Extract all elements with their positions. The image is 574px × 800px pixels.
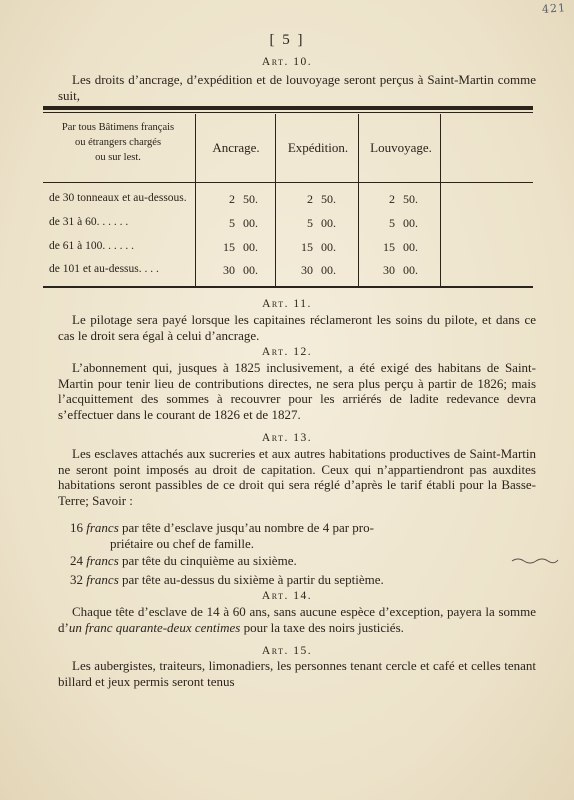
tariff-text: par tête du cinquième au sixième.	[122, 553, 297, 568]
art10-text: Les droits d’ancrage, d’expédition et de louvoyage seront perçus à Saint-Martin comme suit,	[58, 72, 536, 103]
art14-heading: Art. 14.	[261, 590, 313, 602]
tariff-amount: 16	[70, 520, 83, 535]
art14-text-emphasis: un franc quarante-deux centimes	[68, 619, 241, 635]
cell-francs: 15	[383, 240, 395, 254]
art14-text	[58, 604, 536, 635]
tariff-text: par tête d’esclave jusqu’au nombre de 4 par pro-	[122, 520, 374, 535]
table-stub-header	[43, 120, 193, 165]
tariff-unit: francs	[86, 572, 119, 587]
column-header-expedition: Expédition.	[287, 140, 349, 155]
art13-heading: Art. 13.	[261, 432, 313, 444]
margin-smudge	[510, 555, 560, 567]
cell-francs: 30	[301, 263, 313, 277]
row-label: de 101 et au-dessus. . . .	[49, 263, 159, 275]
cell-centimes: 50.	[403, 192, 418, 206]
art14-text-part: pour la taxe des noirs justiciés.	[240, 619, 404, 635]
tariff-text: par tête au-dessus du sixième à partir du septième.	[122, 572, 384, 587]
art15-text: Les aubergistes, traiteurs, limonadiers, les personnes tenant cercle et café et celles tenant billard et jeux permis seront tenus	[58, 658, 536, 689]
cell-centimes: 00.	[321, 263, 336, 277]
cell-centimes: 00.	[321, 216, 336, 230]
table-top-rule	[43, 106, 533, 110]
tariff-unit: francs	[86, 520, 119, 535]
cell-centimes: 00.	[243, 263, 258, 277]
stub-header-line: ou étrangers chargés	[74, 137, 162, 148]
page-number: [ 5 ]	[269, 32, 305, 48]
cell-centimes: 00.	[243, 216, 258, 230]
art12-heading: Art. 12.	[261, 346, 313, 358]
table-bottom-rule	[43, 286, 533, 288]
stub-header-line: Par tous Bâtimens français	[61, 122, 175, 133]
cell-francs: 30	[223, 263, 235, 277]
table-row	[43, 263, 533, 285]
row-label: de 31 à 60. . . . . .	[49, 216, 129, 228]
cell-centimes: 00.	[403, 216, 418, 230]
table-header-rule	[43, 182, 533, 183]
cell-francs: 15	[301, 240, 313, 254]
table-row	[43, 192, 533, 214]
cell-centimes: 00.	[243, 240, 258, 254]
art13-text: Les esclaves attachés aux sucreries et aux autres habitations productives de Saint-Martin ne seront point imposés au droit de capitation. Ceux qui n’appartiendront pas auxdites habitations seront passibles de ce droit qui sera réglé d’après le tarif établi pour la Basse-Terre; Savoir :	[58, 446, 536, 508]
row-label: de 30 tonneaux et au-dessous.	[49, 192, 187, 204]
cell-centimes: 50.	[243, 192, 258, 206]
cell-francs: 30	[383, 263, 395, 277]
art11-text: Le pilotage sera payé lorsque les capitaines réclameront les soins du pilote, et dans ce cas le droit sera égal à celui d’ancrage.	[58, 312, 536, 343]
cell-francs: 5	[307, 216, 313, 230]
art10-heading: Art. 10.	[261, 56, 313, 68]
stub-header-line: ou sur lest.	[95, 152, 141, 163]
tariff-item	[70, 553, 536, 569]
art15-heading: Art. 15.	[261, 645, 313, 657]
art11-heading: Art. 11.	[262, 298, 312, 310]
tariff-amount: 24	[70, 553, 83, 568]
table-row	[43, 240, 533, 262]
duties-table	[43, 106, 533, 286]
cell-francs: 15	[223, 240, 235, 254]
cell-centimes: 00.	[321, 240, 336, 254]
column-header-louvoyage: Louvoyage.	[370, 140, 432, 155]
folio-mark: 421	[541, 1, 567, 16]
cell-francs: 2	[229, 192, 235, 206]
cell-francs: 5	[389, 216, 395, 230]
art12-text: L’abonnement qui, jusques à 1825 inclusivement, a été exigé des habitans de Saint-Martin pour tenir lieu de contributions directes, ne sera plus perçu à partir de 1826; mais l’acquittement des sommes à recouvrer pour les arriérés de ladite redevance devra s’effectuer dans le courant de 1826 et de 1827.	[58, 360, 536, 422]
tariff-item	[70, 572, 536, 588]
tariff-unit: francs	[86, 553, 119, 568]
cell-centimes: 50.	[321, 192, 336, 206]
tariff-amount: 32	[70, 572, 83, 587]
cell-francs: 5	[229, 216, 235, 230]
table-row	[43, 216, 533, 238]
art14-text-part: Chaque tête d’esclave de 14 à 60 ans, sans aucune espèce d’exception, payera la somme d’	[58, 604, 536, 635]
tariff-item	[70, 520, 536, 551]
cell-francs: 2	[307, 192, 313, 206]
cell-centimes: 00.	[403, 263, 418, 277]
cell-centimes: 00.	[403, 240, 418, 254]
cell-francs: 2	[389, 192, 395, 206]
tariff-text-continued: priétaire ou chef de famille.	[110, 535, 255, 551]
margin-smudge-icon	[510, 555, 560, 565]
table-top-rule-thin	[43, 112, 533, 113]
row-label: de 61 à 100. . . . . .	[49, 240, 134, 252]
column-header-ancrage: Ancrage.	[212, 140, 260, 155]
